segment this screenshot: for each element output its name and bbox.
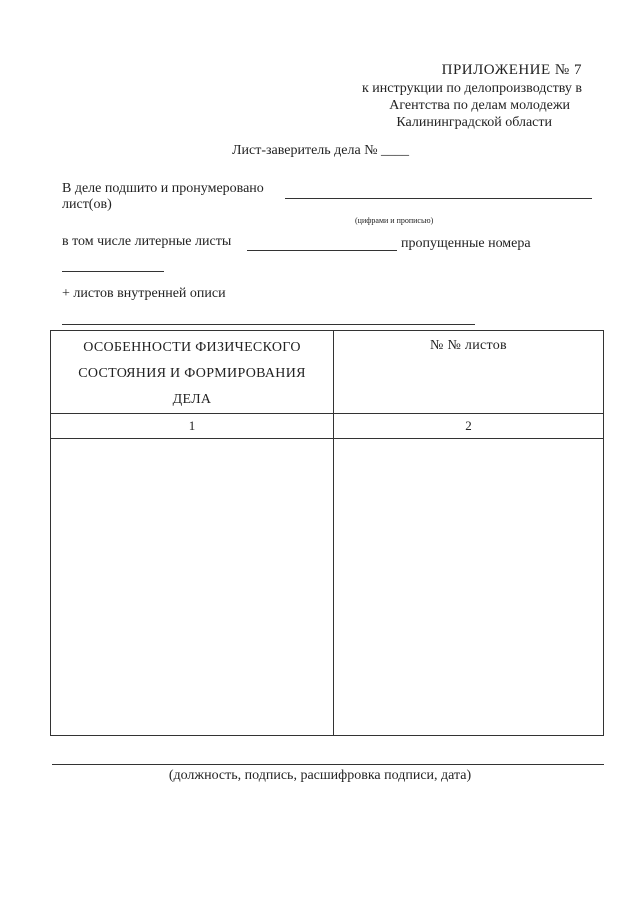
sheets-count-field[interactable]: [285, 198, 592, 199]
form-title: Лист-заверитель дела № ____: [232, 143, 410, 158]
col2-number-cell: [334, 414, 604, 439]
case-condition-table: [50, 330, 604, 736]
header-line-1: к инструкции по делопроизводству в: [361, 81, 582, 96]
appendix-title: ПРИЛОЖЕНИЕ № 7: [441, 62, 582, 78]
inner-inventory-field[interactable]: [62, 324, 475, 325]
condition-entry-cell[interactable]: [51, 439, 334, 736]
header-line-3: Калининградской области: [396, 115, 552, 130]
col2-number: 2: [465, 418, 472, 433]
signature-field[interactable]: [52, 764, 604, 765]
signature-caption: (должность, подпись, расшифровка подписи, дата): [168, 768, 472, 783]
missing-numbers-label: пропущенные номера: [401, 236, 531, 251]
col2-header: № № листов: [430, 338, 507, 353]
sheets-label: В деле подшито и пронумеровано: [62, 181, 264, 196]
col1-number: 1: [188, 418, 196, 433]
col2-header-cell: [334, 331, 604, 414]
letter-sheets-field[interactable]: [247, 250, 397, 251]
missing-numbers-field[interactable]: [62, 271, 164, 272]
header-line-2: Агентства по делам молодежи: [389, 98, 570, 113]
inner-inventory-label: + листов внутренней описи: [62, 286, 226, 301]
col1-header: ОСОБЕННОСТИ ФИЗИЧЕСКОГО СОСТОЯНИЯ И ФОРМИРОВАНИЯ ДЕЛА: [78, 340, 306, 407]
numbers-hint: (цифрами и прописью): [355, 216, 434, 225]
sheets-unit-label: лист(ов): [62, 197, 112, 212]
sheet-numbers-entry-cell[interactable]: [334, 439, 604, 736]
col1-number-cell: [51, 414, 334, 439]
col1-header-cell: [51, 331, 334, 414]
letter-sheets-label: в том числе литерные листы: [62, 234, 232, 249]
